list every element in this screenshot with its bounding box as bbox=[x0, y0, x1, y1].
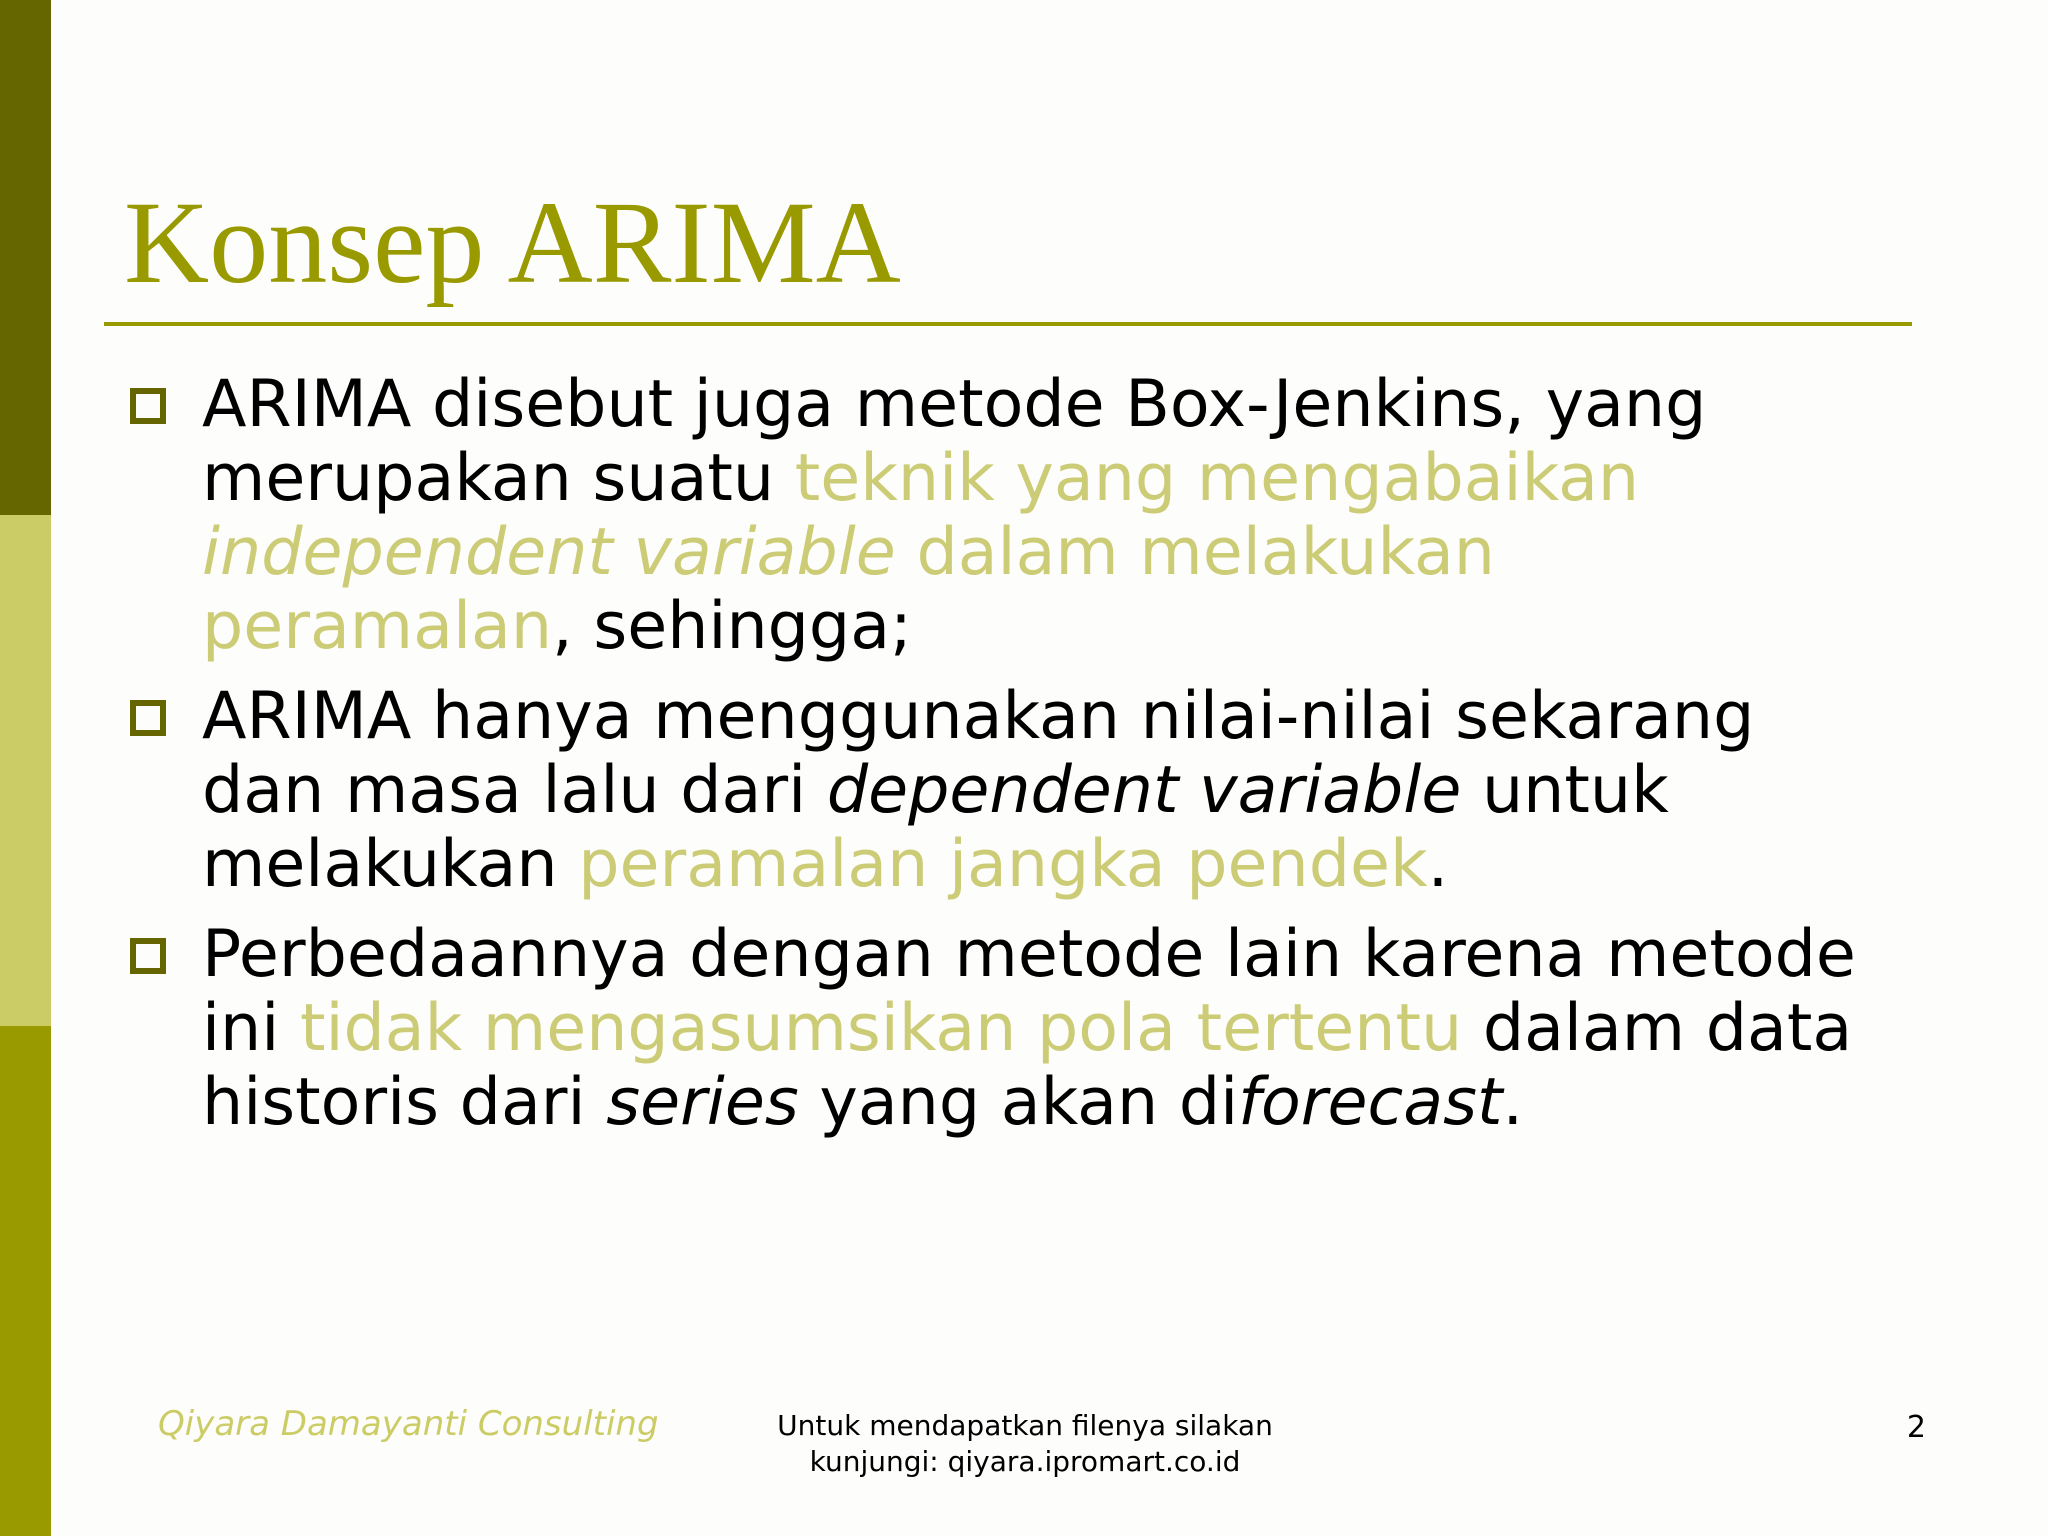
bullet-text-segment: independent variable bbox=[202, 515, 896, 590]
hollow-square-icon bbox=[130, 938, 166, 974]
bullet-item bbox=[130, 368, 1880, 664]
bullet-text-segment: untuk melakukan bbox=[202, 753, 1669, 902]
sidebar-segment-light bbox=[0, 515, 51, 1026]
bullet-text-segment: dalam melakukan peramalan bbox=[202, 515, 1495, 664]
footer-company: Qiyara Damayanti Consulting bbox=[158, 1404, 659, 1444]
hollow-square-icon bbox=[130, 700, 166, 736]
slide-title: Konsep ARIMA bbox=[124, 177, 901, 308]
bullet-text-segment: dependent variable bbox=[826, 753, 1462, 828]
bullet-text-segment: teknik yang mengabaikan bbox=[794, 441, 1640, 516]
sidebar-segment-dark bbox=[0, 0, 51, 515]
bullet-text bbox=[202, 367, 1706, 664]
footer-note-line-1: Untuk mendapatkan filenya silakan bbox=[777, 1409, 1273, 1442]
bullet-text-segment: ARIMA hanya menggunakan nilai-nilai sekarang dan masa lalu dari bbox=[202, 679, 1755, 828]
bullet-text bbox=[202, 679, 1754, 902]
bullet-text-segment: forecast bbox=[1238, 1065, 1503, 1140]
title-divider bbox=[104, 322, 1912, 326]
bullet-item bbox=[130, 918, 1880, 1140]
bullet-text-segment: tidak mengasumsikan pola tertentu bbox=[299, 991, 1463, 1066]
bullet-text-segment: peramalan jangka pendek bbox=[578, 827, 1428, 902]
sidebar-decoration bbox=[0, 0, 51, 1536]
bullet-text-segment: . bbox=[1502, 1065, 1524, 1140]
bullet-text bbox=[202, 917, 1856, 1140]
bullet-text-segment: , sehingga; bbox=[552, 589, 912, 664]
bullet-text-segment: Perbedaannya dengan metode lain karena metode ini bbox=[202, 917, 1856, 1066]
bullet-text-segment: . bbox=[1427, 827, 1449, 902]
bullet-item bbox=[130, 680, 1880, 902]
bullet-text-segment: dalam data historis dari bbox=[202, 991, 1853, 1140]
bullet-text-segment: yang akan di bbox=[798, 1065, 1239, 1140]
bullet-text-segment: ARIMA disebut juga metode Box-Jenkins, yang merupakan suatu bbox=[202, 367, 1707, 516]
bullet-text-segment: series bbox=[606, 1065, 799, 1140]
sidebar-segment-mid bbox=[0, 1026, 51, 1536]
footer-note-line-2: kunjungi: qiyara.ipromart.co.id bbox=[809, 1445, 1241, 1478]
hollow-square-icon bbox=[130, 388, 166, 424]
page-number: 2 bbox=[1906, 1410, 1926, 1445]
footer-note bbox=[700, 1408, 1350, 1480]
bullet-list bbox=[130, 368, 1880, 1156]
